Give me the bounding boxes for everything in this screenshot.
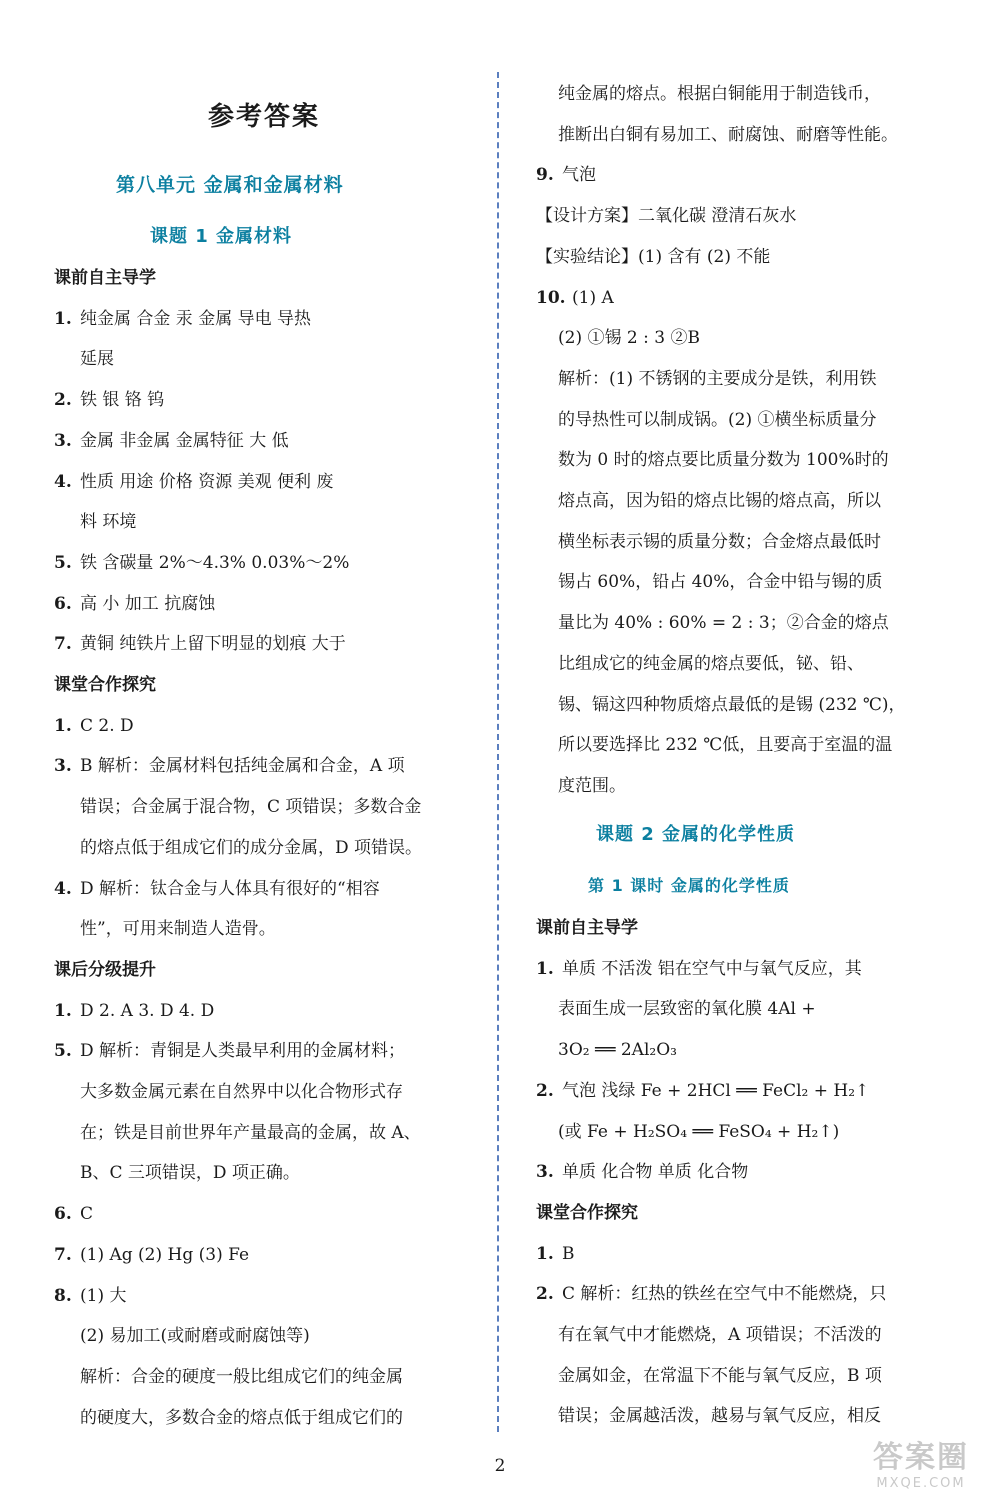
answer-text: 度范围。 (558, 775, 626, 796)
answer-text: (1) A (572, 287, 614, 308)
answer-line (536, 286, 946, 310)
answer-text: 推断出白铜有易加工、耐腐蚀、耐磨等性能。 (558, 124, 898, 145)
question-number: 1. (536, 1243, 554, 1264)
answer-line (54, 388, 474, 412)
answer-line (558, 611, 946, 635)
answer-line (80, 1365, 474, 1389)
answer-text: 错误；合金属于混合物，C 项错误；多数合金 (80, 797, 422, 818)
answer-text: 性”，可用来制造人造骨。 (80, 919, 276, 940)
answer-line (80, 1161, 474, 1185)
lesson-1-heading: 课题 1 金属材料 (150, 226, 293, 247)
answer-line (558, 367, 946, 391)
question-number: 1. (54, 308, 72, 329)
answer-text: D 2. A 3. D 4. D (80, 1000, 215, 1021)
question-number: 7. (54, 634, 72, 655)
answer-line (536, 245, 946, 269)
answer-line (54, 1202, 474, 1226)
answer-text: D 解析：钛合金与人体具有很好的“相容 (80, 878, 380, 899)
answer-text: 纯金属的熔点。根据白铜能用于制造钱币， (558, 84, 881, 104)
answer-line (558, 82, 946, 106)
answer-text: (1) 大 (80, 1285, 127, 1306)
answer-line (536, 957, 946, 981)
answer-text: 的硬度大，多数合金的熔点低于组成它们的 (80, 1407, 403, 1428)
section-heading (536, 1201, 946, 1225)
answer-line (54, 1243, 474, 1267)
answer-line (54, 429, 474, 453)
answer-text: 性质 用途 价格 资源 美观 便利 废 (80, 471, 334, 492)
question-number: 3. (54, 756, 72, 777)
watermark-text: 答案圈 (873, 1440, 969, 1475)
answer-text: 课堂合作探究 (536, 1202, 638, 1223)
answer-line (558, 570, 946, 594)
answer-line (80, 1324, 474, 1348)
section-heading (536, 916, 946, 940)
page-number: 2 (494, 1456, 506, 1476)
answer-text: 锡占 60%，铅占 40%，合金中铅与锡的质 (558, 572, 883, 593)
answer-line (558, 733, 946, 757)
answer-text: 解析：(1) 不锈钢的主要成分是铁，利用铁 (558, 368, 877, 389)
answer-line (80, 510, 474, 534)
answer-line (558, 997, 946, 1021)
answer-line (54, 632, 474, 656)
answer-text: 的导热性可以制成锅。(2) ①横坐标质量分 (558, 409, 877, 430)
answer-text: (2) ①锡 2 : 3 ②B (558, 328, 700, 349)
answer-text: 课后分级提升 (54, 959, 156, 980)
answer-text: (2) 易加工(或耐磨或耐腐蚀等) (80, 1326, 310, 1347)
answer-text: 大多数金属元素在自然界中以化合物形式存 (80, 1082, 403, 1102)
question-number: 5. (54, 552, 72, 573)
section-heading (54, 266, 474, 290)
question-number: 1. (536, 958, 554, 979)
answer-text: 金属如金，在常温下不能与氧气反应，B 项 (558, 1365, 882, 1386)
answer-text: 数为 0 时的熔点要比质量分数为 100%时的 (558, 450, 889, 471)
answer-text: 熔点高，因为铅的熔点比锡的熔点高，所以 (558, 491, 881, 511)
answer-line (54, 551, 474, 575)
answer-line (558, 693, 946, 717)
answer-line (558, 1404, 946, 1428)
answer-text: C (80, 1204, 94, 1225)
answer-line (80, 917, 474, 941)
answer-line (54, 714, 474, 738)
question-number: 3. (54, 430, 72, 451)
question-number: 6. (54, 593, 72, 614)
watermark-logo (856, 1440, 986, 1504)
answer-text: 错误；金属越活泼，越易与氧气反应，相反 (558, 1406, 881, 1427)
answer-line (54, 877, 474, 901)
answer-line (54, 1284, 474, 1308)
question-number: 4. (54, 878, 72, 899)
question-number: 9. (536, 165, 554, 186)
answer-text: 气泡 浅绿 Fe + 2HCl ══ FeCl₂ + H₂↑ (562, 1080, 870, 1101)
answer-line (558, 530, 946, 554)
question-number: 8. (54, 1285, 72, 1306)
section-heading (54, 958, 474, 982)
question-number: 6. (54, 1204, 72, 1225)
answer-line (558, 1364, 946, 1388)
section-heading (54, 673, 474, 697)
answer-text: 所以要选择比 232 ℃低，且要高于室温的温 (558, 735, 893, 756)
answer-line (80, 795, 474, 819)
answer-line (54, 999, 474, 1023)
answer-line (536, 1282, 946, 1306)
answer-text: 【设计方案】二氧化碳 澄清石灰水 (536, 206, 797, 227)
answer-line (54, 592, 474, 616)
answer-text: C 解析：红热的铁丝在空气中不能燃烧，只 (562, 1284, 887, 1305)
lesson-2-subheading: 第 1 课时 金属的化学性质 (588, 876, 790, 895)
answer-text: 横坐标表示锡的质量分数；合金熔点最低时 (558, 531, 881, 552)
question-number: 3. (536, 1162, 554, 1183)
answer-text: B 解析：金属材料包括纯金属和合金，A 项 (80, 756, 405, 777)
answer-line (558, 1038, 946, 1062)
answer-text: 气泡 (562, 165, 596, 186)
answer-text: 解析：合金的硬度一般比组成它们的纯金属 (80, 1366, 403, 1387)
question-number: 7. (54, 1244, 72, 1265)
answer-text: 【实验结论】(1) 含有 (2) 不能 (536, 246, 771, 267)
answer-line (80, 347, 474, 371)
question-number: 2. (54, 390, 72, 411)
answer-line (558, 652, 946, 676)
answer-text: 单质 不活泼 铝在空气中与氧气反应，其 (562, 958, 862, 979)
answer-text: D 解析：青铜是人类最早利用的金属材料； (80, 1041, 406, 1062)
answer-line (536, 1160, 946, 1184)
answer-line (536, 204, 946, 228)
answer-text: B、C 三项错误，D 项正确。 (80, 1163, 300, 1184)
answer-line (54, 307, 474, 331)
answer-text: 的熔点低于组成它们的成分金属，D 项错误。 (80, 837, 423, 858)
answer-text: 课前自主导学 (54, 268, 156, 288)
watermark-url: MXQE.COM (876, 1476, 966, 1491)
answer-line (80, 1080, 474, 1104)
answer-text: 料 环境 (80, 512, 137, 533)
answer-text: 课堂合作探究 (54, 675, 156, 695)
answer-text: 锡、镉这四种物质熔点最低的是锡 (232 ℃)， (558, 694, 906, 715)
answer-line (80, 836, 474, 860)
answer-line (536, 163, 946, 187)
answer-line (558, 326, 946, 350)
answer-line (54, 754, 474, 778)
answer-text: (或 Fe + H₂SO₄ ══ FeSO₄ + H₂↑) (558, 1121, 840, 1142)
answer-text: 有在氧气中才能燃烧，A 项错误；不活泼的 (558, 1325, 882, 1345)
question-number: 5. (54, 1041, 72, 1062)
question-number: 2. (536, 1284, 554, 1305)
answer-line (54, 1039, 474, 1063)
answer-text: 延展 (80, 349, 114, 370)
answer-line (558, 123, 946, 147)
answer-text: 课前自主导学 (536, 918, 638, 938)
answer-line (536, 1242, 946, 1266)
answer-text: 铁 银 铬 钨 (80, 390, 165, 411)
answer-text: 3O₂ ══ 2Al₂O₃ (558, 1040, 677, 1061)
question-number: 4. (54, 471, 72, 492)
question-number: 1. (54, 1000, 72, 1021)
answer-text: 表面生成一层致密的氧化膜 4Al + (558, 999, 816, 1020)
answer-line (80, 1121, 474, 1145)
answer-line (558, 1323, 946, 1347)
question-number: 10. (536, 287, 566, 308)
answer-line (80, 1406, 474, 1430)
column-divider (497, 72, 499, 1432)
answer-text: 在；铁是目前世界年产量最高的金属，故 A、 (80, 1122, 421, 1143)
answer-text: 比组成它的纯金属的熔点要低，铋、铅、 (558, 653, 864, 674)
answer-text: 金属 非金属 金属特征 大 低 (80, 430, 289, 451)
answer-line (536, 1079, 946, 1103)
lesson-2-heading: 课题 2 金属的化学性质 (596, 824, 796, 845)
answer-text: 量比为 40% : 60% = 2 : 3；②合金的熔点 (558, 613, 889, 634)
answer-line (558, 448, 946, 472)
unit-heading: 第八单元 金属和金属材料 (116, 174, 344, 196)
page-title: 参考答案 (207, 102, 320, 132)
answer-line (558, 489, 946, 513)
answer-text: 单质 化合物 单质 化合物 (562, 1162, 749, 1183)
answer-text: 高 小 加工 抗腐蚀 (80, 593, 216, 614)
answer-text: B (562, 1243, 575, 1264)
answer-line (54, 470, 474, 494)
answer-line (558, 1120, 946, 1144)
answer-text: C 2. D (80, 715, 134, 736)
answer-text: 纯金属 合金 汞 金属 导电 导热 (80, 308, 312, 329)
question-number: 1. (54, 715, 72, 736)
answer-line (558, 408, 946, 432)
answer-text: 铁 含碳量 2%～4.3% 0.03%～2% (80, 552, 350, 573)
answer-line (558, 774, 946, 798)
answer-text: (1) Ag (2) Hg (3) Fe (80, 1244, 250, 1265)
answer-text: 黄铜 纯铁片上留下明显的划痕 大于 (80, 634, 346, 655)
question-number: 2. (536, 1080, 554, 1101)
